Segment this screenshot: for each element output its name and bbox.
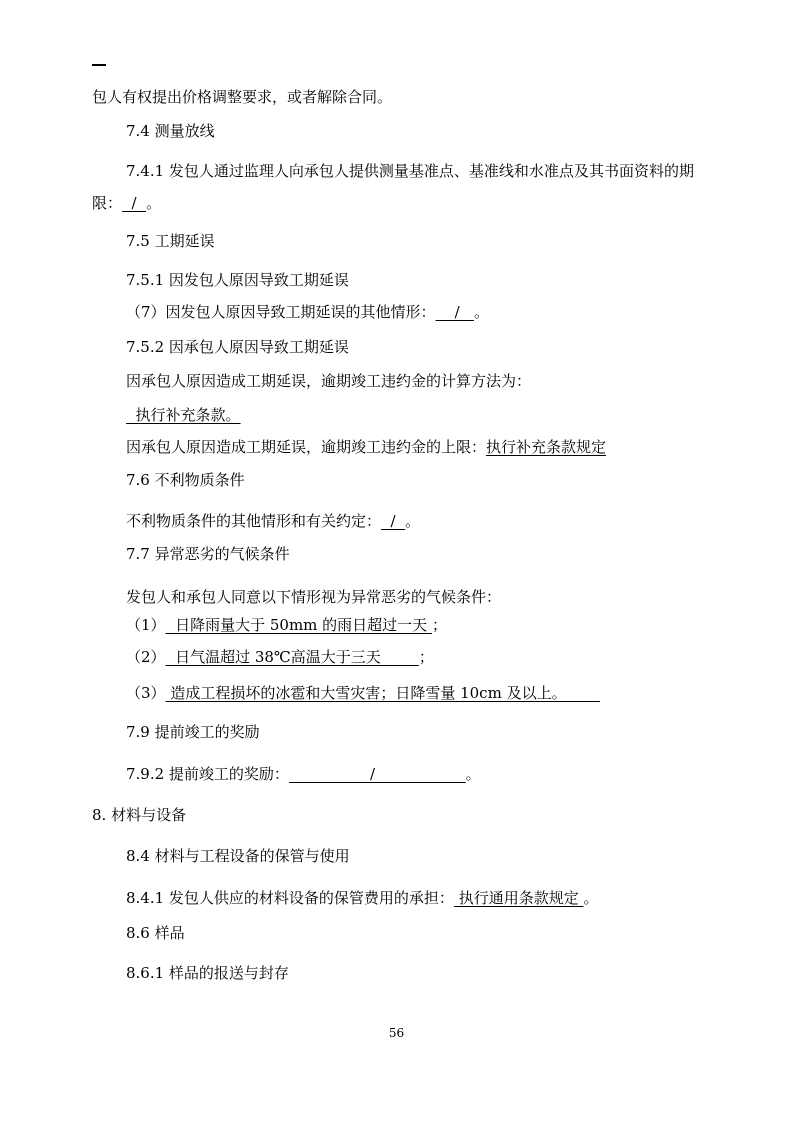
punct: ；	[431, 616, 447, 634]
label: （7）因发包人原因导致工期延误的其他情形：	[126, 303, 436, 321]
section-7-9-heading: 7.9 提前竣工的奖励	[126, 723, 260, 741]
weather-item-3	[126, 683, 600, 703]
penalty-limit	[126, 437, 606, 457]
section-7-7-heading: 7.7 异常恶劣的气候条件	[126, 545, 290, 563]
section-7-4-1-text: 7.4.1 发包人通过监理人向承包人提供测量基准点、基准线和水准点及其书面资料的期	[126, 162, 694, 180]
filled-blank: /	[288, 765, 466, 783]
section-7-6-heading: 7.6 不利物质条件	[126, 471, 245, 489]
filled-blank: 执行通用条款规定	[453, 889, 584, 907]
section-8-heading: 8. 材料与设备	[92, 806, 187, 824]
header-rule	[92, 64, 106, 66]
punct: 。	[465, 765, 481, 783]
filled-blank: 执行补充条款。	[126, 406, 241, 424]
penalty-method-label: 因承包人原因造成工期延误，逾期竣工违约金的计算方法为：	[126, 372, 532, 390]
filled-blank: /	[381, 512, 406, 530]
section-7-4-1-continuation	[92, 193, 161, 213]
punct: ；	[418, 648, 434, 666]
item-number: （1）	[126, 616, 166, 634]
section-8-4-1	[126, 888, 599, 908]
label: 不利物质条件的其他情形和有关约定：	[126, 512, 382, 530]
section-7-7-intro: 发包人和承包人同意以下情形视为异常恶劣的气候条件：	[126, 588, 502, 606]
punct: 。	[405, 512, 421, 530]
section-7-5-2-heading: 7.5.2 因承包人原因导致工期延误	[126, 338, 349, 356]
page-number: 56	[388, 1026, 405, 1040]
section-8-6-1-heading: 8.6.1 样品的报送与封存	[126, 964, 289, 982]
punct: 。	[583, 889, 599, 907]
section-8-6-heading: 8.6 样品	[126, 924, 185, 942]
filled-blank: /	[122, 194, 147, 212]
weather-item-1	[126, 615, 447, 635]
section-7-5-1-heading: 7.5.1 因发包人原因导致工期延误	[126, 271, 349, 289]
weather-item-2	[126, 647, 434, 667]
filled-blank: /	[435, 303, 474, 321]
filled-blank: 造成工程损坏的冰雹和大雪灾害；日降雪量 10cm 及以上。	[165, 684, 600, 702]
item-number: （3）	[126, 684, 166, 702]
label: 7.9.2 提前竣工的奖励：	[126, 765, 289, 783]
section-7-6-other	[126, 511, 420, 531]
punct: 。	[146, 194, 162, 212]
label: 因承包人原因造成工期延误，逾期竣工违约金的上限：	[126, 438, 487, 456]
penalty-method-value	[126, 405, 241, 425]
item-number: （2）	[126, 648, 166, 666]
section-7-4-heading: 7.4 测量放线	[126, 122, 215, 140]
continuation-paragraph: 包人有权提出价格调整要求，或者解除合同。	[92, 88, 393, 106]
filled-blank: 日气温超过 38℃高温大于三天	[165, 648, 419, 666]
filled-blank: 执行补充条款规定	[486, 438, 607, 456]
section-7-5-heading: 7.5 工期延误	[126, 232, 215, 250]
section-7-5-1-item-7	[126, 302, 489, 322]
label: 8.4.1 发包人供应的材料设备的保管费用的承担：	[126, 889, 454, 907]
punct: 。	[473, 303, 489, 321]
filled-blank: 日降雨量大于 50mm 的雨日超过一天	[165, 616, 432, 634]
label: 限：	[92, 194, 123, 212]
section-8-4-heading: 8.4 材料与工程设备的保管与使用	[126, 847, 350, 865]
section-7-9-2	[126, 764, 481, 784]
